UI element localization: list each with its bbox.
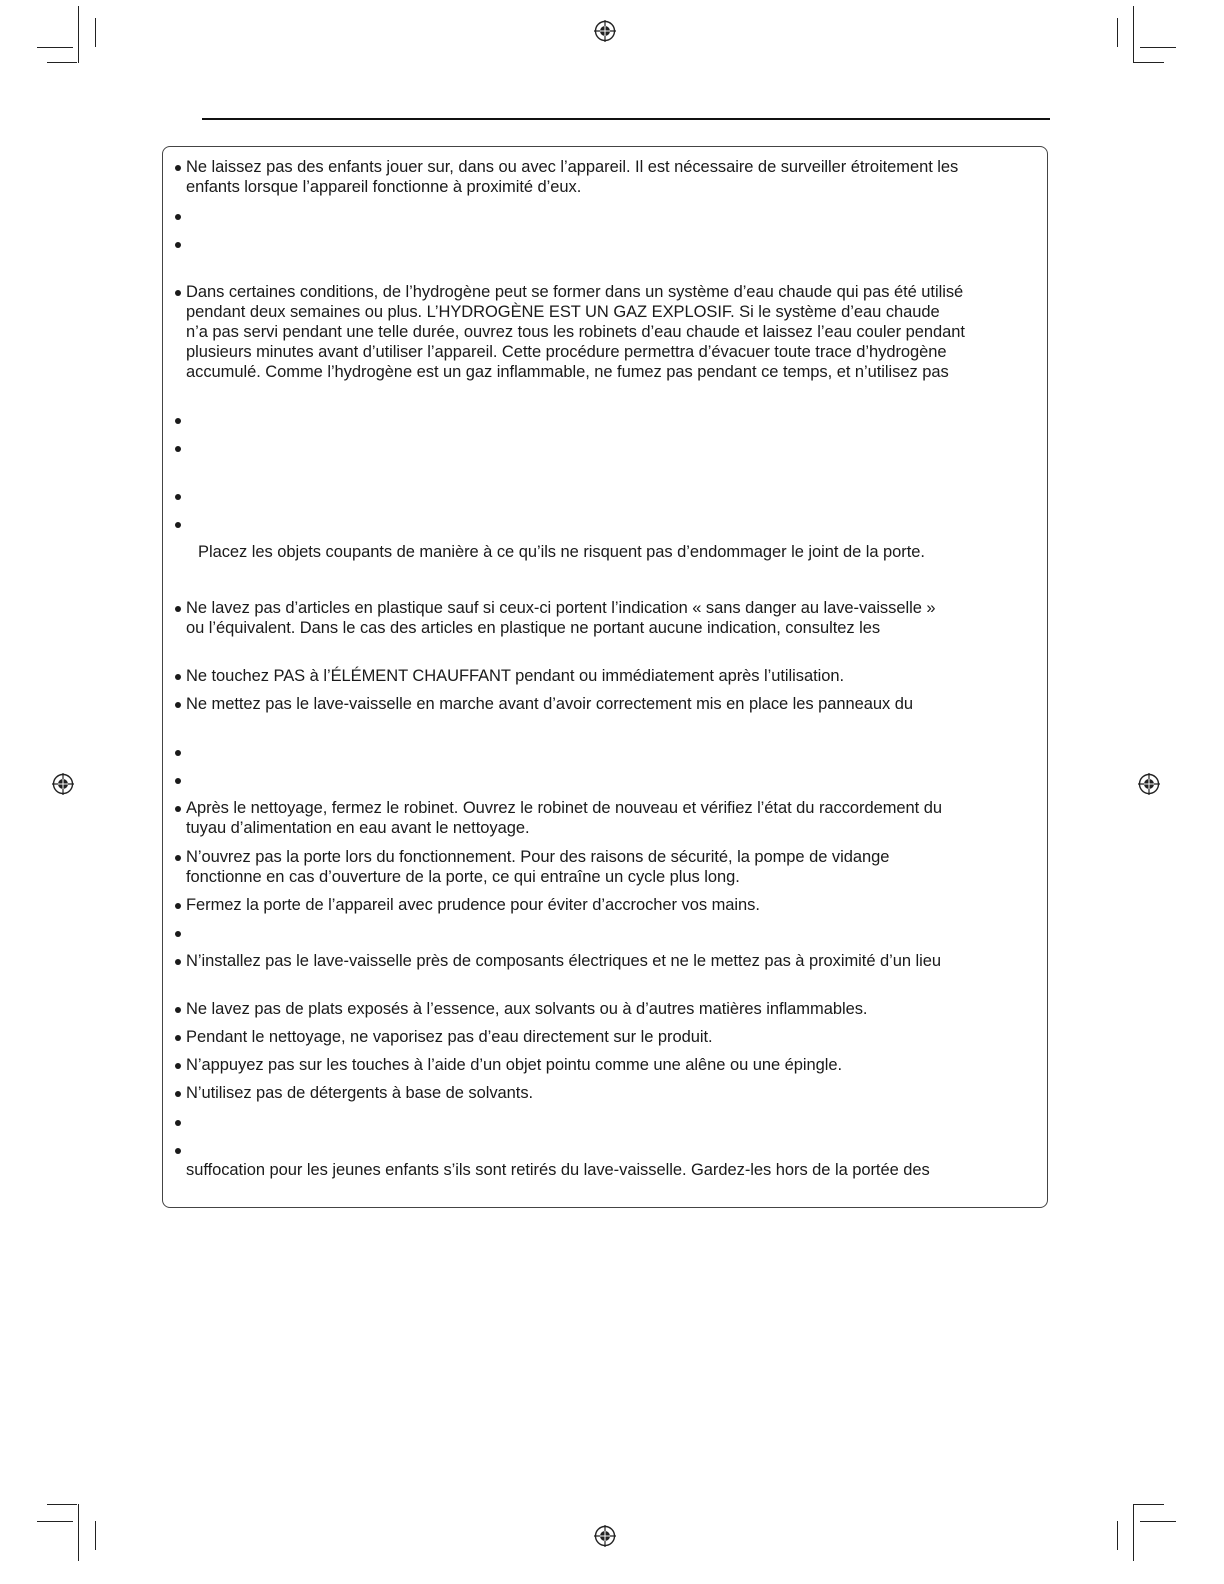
bullet-icon — [175, 606, 181, 612]
bullet-icon — [175, 903, 181, 909]
registration-mark-right-icon — [1138, 773, 1160, 795]
bullet-icon — [175, 750, 181, 756]
bullet-icon — [175, 418, 181, 424]
list-item-line: Dans certaines conditions, de l’hydrogène peut se former dans un système d’eau chaude qui pas été utilisé — [186, 283, 964, 301]
bullet-icon — [175, 1007, 181, 1013]
list-item-line: plusieurs minutes avant d’utiliser l’appareil. Cette procédure permettra d’évacuer toute trace d’hydrogène — [186, 343, 947, 361]
bullet-icon — [175, 1148, 181, 1154]
list-item-line: Ne lavez pas d’articles en plastique sauf si ceux-ci portent l’indication « sans danger au lave-vaisselle » — [186, 599, 936, 617]
bullet-icon — [175, 214, 181, 220]
list-item-line: accumulé. Comme l’hydrogène est un gaz inflammable, ne fumez pas pendant ce temps, et n’utilisez pas — [186, 363, 949, 381]
list-item-line: enfants lorsque l’appareil fonctionne à proximité d’eux. — [186, 178, 582, 196]
registration-mark-top-icon — [594, 20, 616, 42]
registration-mark-left-icon — [52, 773, 74, 795]
bullet-icon — [175, 778, 181, 784]
list-item-line: ou l’équivalent. Dans le cas des articles en plastique ne portant aucune indication, consultez les — [186, 619, 881, 637]
bullet-icon — [175, 165, 181, 171]
list-item-line: N’appuyez pas sur les touches à l’aide d’un objet pointu comme une alêne ou une épingle. — [186, 1056, 843, 1074]
list-item-line: n’a pas servi pendant une telle durée, ouvrez tous les robinets d’eau chaude et laissez l’eau couler pendant — [186, 323, 965, 341]
list-item-line: Ne touchez PAS à l’ÉLÉMENT CHAUFFANT pendant ou immédiatement après l’utilisation. — [186, 667, 845, 685]
list-item-line: Après le nettoyage, fermez le robinet. Ouvrez le robinet de nouveau et vérifiez l’état du raccordement du — [186, 799, 943, 817]
bullet-icon — [175, 931, 181, 937]
list-item-line: N’ouvrez pas la porte lors du fonctionnement. Pour des raisons de sécurité, la pompe de vidange — [186, 848, 890, 866]
bullet-icon — [175, 446, 181, 452]
list-item-line: pendant deux semaines ou plus. L’HYDROGÈNE EST UN GAZ EXPLOSIF. Si le système d’eau chaude — [186, 303, 940, 321]
bullet-icon — [175, 855, 181, 861]
header-rule — [202, 118, 1050, 120]
bullet-icon — [175, 1120, 181, 1126]
bullet-icon — [175, 242, 181, 248]
list-item-line: fonctionne en cas d’ouverture de la porte, ce qui entraîne un cycle plus long. — [186, 868, 740, 886]
list-item-line: Pendant le nettoyage, ne vaporisez pas d’eau directement sur le produit. — [186, 1028, 713, 1046]
list-item-line: Ne mettez pas le lave-vaisselle en marche avant d’avoir correctement mis en place les panneaux du — [186, 695, 914, 713]
bullet-icon — [175, 522, 181, 528]
list-item-line: Ne lavez pas de plats exposés à l’essence, aux solvants ou à d’autres matières inflammables. — [186, 1000, 868, 1018]
list-item-line: N’utilisez pas de détergents à base de solvants. — [186, 1084, 534, 1102]
list-item-line: Placez les objets coupants de manière à ce qu’ils ne risquent pas d’endommager le joint de la porte. — [198, 543, 925, 561]
bullet-icon — [175, 806, 181, 812]
list-item-line: Ne laissez pas des enfants jouer sur, dans ou avec l’appareil. Il est nécessaire de surveiller étroitement les — [186, 158, 959, 176]
bullet-icon — [175, 959, 181, 965]
bullet-icon — [175, 702, 181, 708]
bullet-icon — [175, 1035, 181, 1041]
list-item-line: suffocation pour les jeunes enfants s’ils sont retirés du lave-vaisselle. Gardez-les hors de la portée des — [186, 1161, 930, 1179]
list-item-line: Fermez la porte de l’appareil avec prudence pour éviter d’accrocher vos mains. — [186, 896, 760, 914]
bullet-icon — [175, 1063, 181, 1069]
list-item-line: tuyau d’alimentation en eau avant le nettoyage. — [186, 819, 530, 837]
bullet-icon — [175, 1091, 181, 1097]
registration-mark-bottom-icon — [594, 1525, 616, 1547]
bullet-icon — [175, 290, 181, 296]
list-item-line: N’installez pas le lave-vaisselle près de composants électriques et ne le mettez pas à proximité d’un lieu — [186, 952, 941, 970]
bullet-icon — [175, 494, 181, 500]
bullet-icon — [175, 674, 181, 680]
